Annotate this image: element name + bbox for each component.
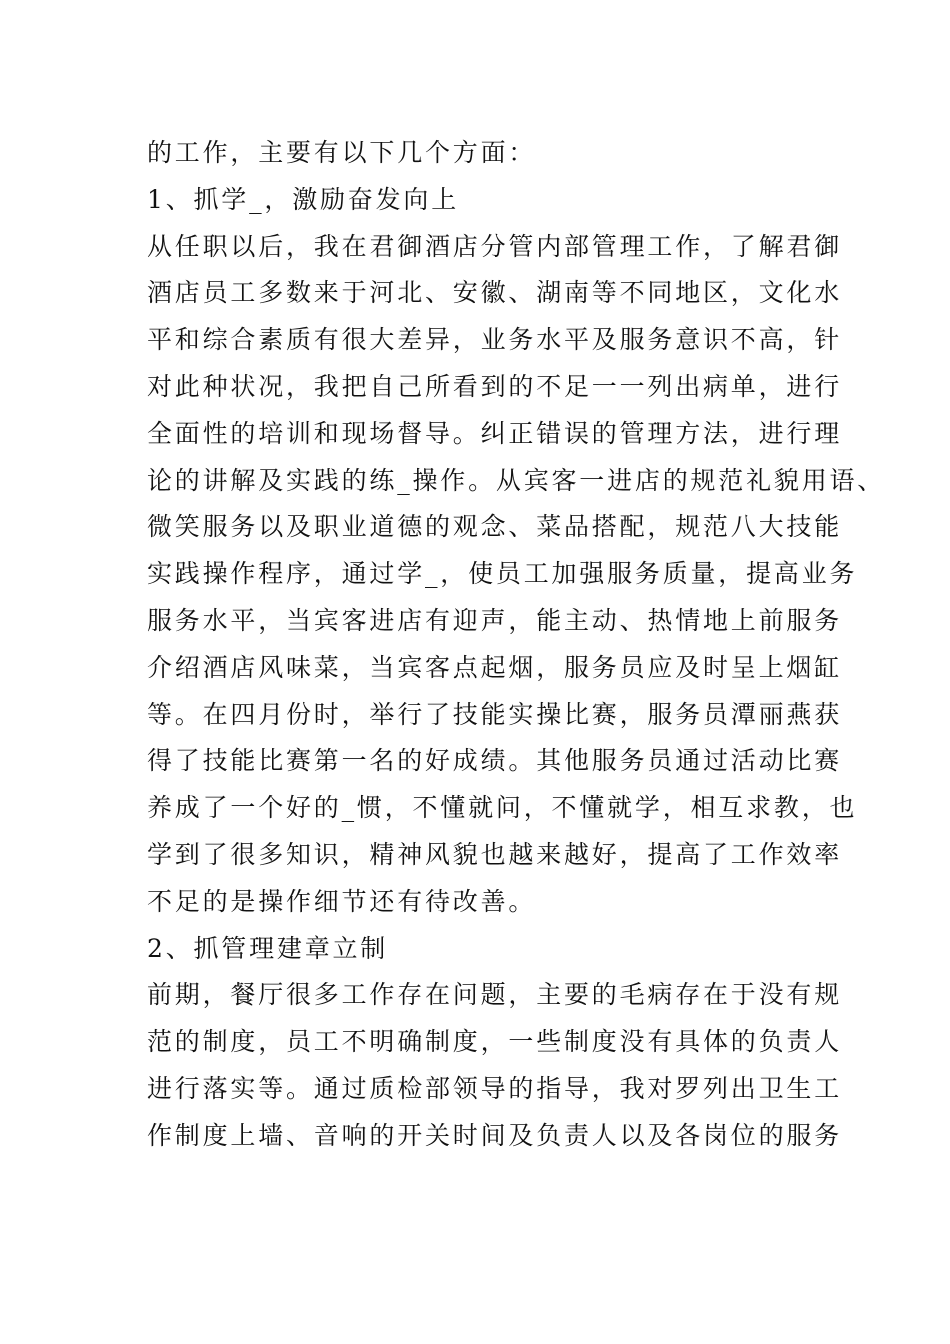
text-line: 全面性的培训和现场督导。纠正错误的管理方法，进行理 xyxy=(147,418,843,448)
text-line: 论的讲解及实践的练_操作。从宾客一进店的规范礼貌用语、 xyxy=(147,465,886,495)
text-line: 服务水平，当宾客进店有迎声，能主动、热情地上前服务 xyxy=(147,605,843,635)
text-line: 等。在四月份时，举行了技能实操比赛，服务员潭丽燕获 xyxy=(147,699,843,729)
text-line: 微笑服务以及职业道德的观念、菜品搭配，规范八大技能 xyxy=(147,512,843,542)
text-line: 对此种状况，我把自己所看到的不足一一列出病单，进行 xyxy=(147,371,843,401)
text-line: 得了技能比赛第一名的好成绩。其他服务员通过活动比赛 xyxy=(147,746,843,776)
text-line: 作制度上墙、音响的开关时间及负责人以及各岗位的服务 xyxy=(147,1120,843,1150)
text-line: 学到了很多知识，精神风貌也越来越好，提高了工作效率 xyxy=(147,839,843,869)
text-line: 不足的是操作细节还有待改善。 xyxy=(147,886,537,916)
text-line: 进行落实等。通过质检部领导的指导，我对罗列出卫生工 xyxy=(147,1073,843,1103)
text-line: 前期，餐厅很多工作存在问题，主要的毛病存在于没有规 xyxy=(147,980,843,1010)
section-heading: 1、抓学_，激励奋发向上 xyxy=(147,184,460,214)
text-line: 平和综合素质有很大差异，业务水平及服务意识不高，针 xyxy=(147,325,843,355)
text-line: 实践操作程序，通过学_，使员工加强服务质量，提高业务 xyxy=(147,559,858,589)
text-line: 酒店员工多数来于河北、安徽、湖南等不同地区，文化水 xyxy=(147,278,843,308)
text-line: 范的制度，员工不明确制度，一些制度没有具体的负责人 xyxy=(147,1027,843,1057)
text-line: 的工作，主要有以下几个方面： xyxy=(147,138,537,167)
text-line: 从任职以后，我在君御酒店分管内部管理工作，了解君御 xyxy=(147,231,843,261)
text-line: 养成了一个好的_惯，不懂就问，不懂就学，相互求教，也 xyxy=(147,793,858,823)
section-heading: 2、抓管理建章立制 xyxy=(147,933,389,963)
body-text xyxy=(147,130,886,1160)
text-line: 介绍酒店风味菜，当宾客点起烟，服务员应及时呈上烟缸 xyxy=(147,652,843,682)
